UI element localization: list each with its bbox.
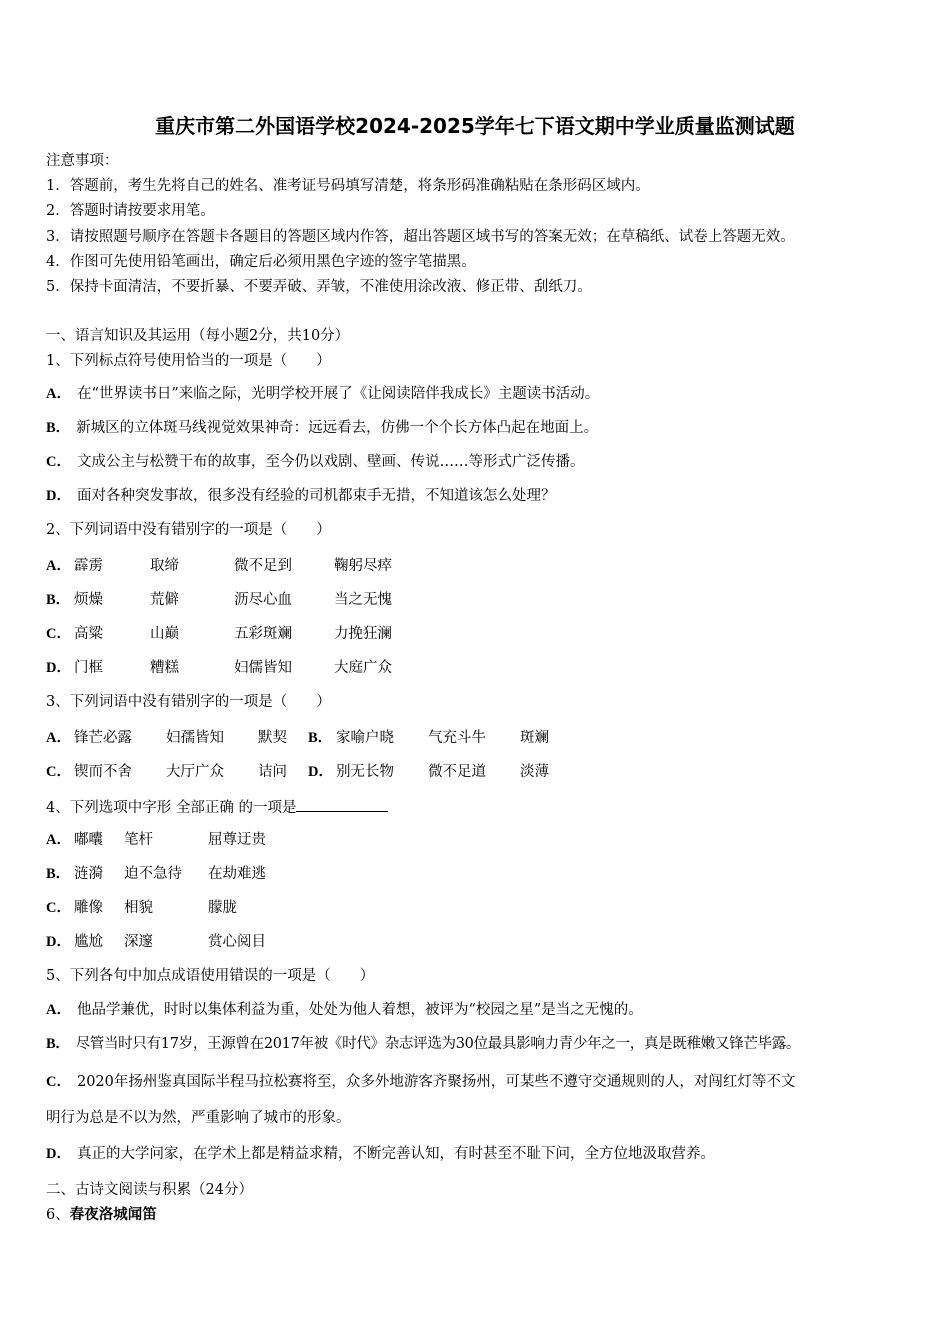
word: 大厅广众	[166, 764, 224, 780]
q4-stem: 4、下列选项中字形 全部正确 的一项是	[46, 800, 297, 816]
word: 五彩斑斓	[234, 626, 292, 642]
q2-option-d	[46, 658, 446, 678]
q5-option-c	[46, 1072, 795, 1092]
option-label: A．	[46, 730, 71, 746]
q1-option-a	[46, 384, 599, 404]
word: 迫不急待	[124, 866, 182, 882]
q1-option-b	[46, 418, 598, 438]
word: 笔杆	[124, 832, 153, 848]
word: 屈尊迂贵	[208, 832, 266, 848]
option-label: D．	[46, 934, 71, 950]
option-label: C．	[46, 454, 71, 470]
option-label: C．	[46, 1074, 71, 1090]
word: 妇孺皆知	[166, 730, 224, 746]
q2-stem: 2、下列词语中没有错别字的一项是（ ）	[46, 522, 331, 538]
q5-stem: 5、下列各句中加点成语使用错误的一项是（ ）	[46, 968, 375, 984]
word: 朦胧	[208, 900, 237, 916]
word: 山巅	[150, 626, 179, 642]
word: 斑斓	[520, 730, 549, 746]
poem-title: 春夜洛城闻笛	[69, 1206, 157, 1223]
option-label: A．	[46, 832, 71, 848]
option-label: A．	[46, 386, 71, 402]
word: 糟糕	[150, 660, 179, 676]
q5-option-b	[46, 1034, 800, 1054]
notice-item: 2．答题时请按要求用笔。	[46, 203, 215, 219]
q4-option-b	[46, 864, 346, 884]
word: 门框	[74, 660, 103, 676]
q3-row-ab	[46, 728, 586, 748]
word: 别无长物	[336, 764, 394, 780]
q6-line	[46, 1205, 157, 1225]
option-label: B．	[46, 1036, 70, 1052]
option-label: C．	[46, 764, 71, 780]
option-text: 面对各种突发事故，很多没有经验的司机都束手无措，不知道该怎么处理？	[76, 488, 556, 504]
option-text: 2020年扬州鉴真国际半程马拉松赛将至，众多外地游客齐聚扬州，可某些不遵守交通规则的人，对闯红灯等不文	[76, 1074, 796, 1090]
word: 大庭广众	[334, 660, 392, 676]
word: 妇儒皆知	[234, 660, 292, 676]
word: 家喻户晓	[336, 730, 394, 746]
word: 涟漪	[74, 866, 103, 882]
q2-option-b	[46, 590, 446, 610]
word: 烦燥	[74, 592, 103, 608]
notice-item: 3．请按照题号顺序在答题卡各题目的答题区域内作答，超出答题区域书写的答案无效；在草稿纸、试卷上答题无效。	[46, 229, 795, 245]
word: 淡薄	[520, 764, 549, 780]
word: 高粱	[74, 626, 103, 642]
word: 鞠躬尽瘁	[334, 558, 392, 574]
section2-heading: 二、古诗文阅读与积累（24分）	[46, 1182, 253, 1198]
q5-option-c-cont	[46, 1108, 351, 1128]
option-label: D．	[46, 1146, 71, 1162]
word: 深邃	[124, 934, 153, 950]
q1-option-d	[46, 486, 555, 506]
q5-option-a	[46, 1000, 643, 1020]
option-text: 新城区的立体斑马线视觉效果神奇：远远看去，仿佛一个个长方体凸起在地面上。	[76, 420, 599, 436]
word: 微不足道	[428, 764, 486, 780]
option-label: C．	[46, 900, 71, 916]
word: 赏心阅目	[208, 934, 266, 950]
q1-stem: 1、下列标点符号使用恰当的一项是（ ）	[46, 353, 331, 369]
notice-heading: 注意事项：	[46, 153, 119, 169]
word: 雕像	[74, 900, 103, 916]
word: 沥尽心血	[234, 592, 292, 608]
word: 霹雳	[74, 558, 103, 574]
word: 默契	[258, 730, 287, 746]
option-label: D．	[46, 660, 71, 676]
q6-number: 6、	[46, 1207, 70, 1223]
word: 力挽狂澜	[334, 626, 392, 642]
option-label: A．	[46, 558, 71, 574]
q1-option-c	[46, 452, 584, 472]
option-label: D．	[308, 764, 333, 780]
q2-option-c	[46, 624, 446, 644]
option-label: B．	[46, 592, 71, 608]
q4-option-a	[46, 830, 346, 850]
word: 气充斗牛	[428, 730, 486, 746]
word: 尴尬	[74, 934, 103, 950]
word: 取缔	[150, 558, 179, 574]
q3-row-cd	[46, 762, 586, 782]
option-label: B．	[308, 730, 333, 746]
option-label: C．	[46, 626, 71, 642]
notice-item: 5．保持卡面清洁，不要折暴、不要弄破、弄皱，不准使用涂改液、修正带、刮纸刀。	[46, 279, 592, 295]
word: 诘问	[258, 764, 287, 780]
option-text: 在“世界读书日”来临之际，光明学校开展了《让阅读陪伴我成长》主题读书活动。	[76, 386, 600, 402]
notice-item: 4．作图可先使用铅笔画出，确定后必须用黑色字迹的签字笔描黑。	[46, 254, 476, 270]
q2-option-a	[46, 556, 446, 576]
word: 锲而不舍	[74, 764, 132, 780]
word: 在劫难逃	[208, 866, 266, 882]
word: 嘟囔	[74, 832, 103, 848]
option-label: A．	[46, 1002, 71, 1018]
q4-stem-line	[46, 796, 388, 818]
option-text: 文成公主与松赞干布的故事，至今仍以戏剧、壁画、传说……等形式广泛传播。	[76, 454, 585, 470]
option-text: 他品学兼优，时时以集体利益为重，处处为他人着想，被评为“校园之星”是当之无愧的。	[76, 1002, 643, 1018]
q4-option-d	[46, 932, 346, 952]
word: 微不足到	[234, 558, 292, 574]
option-label: B．	[46, 420, 71, 436]
q5-option-d	[46, 1144, 715, 1164]
option-label: B．	[46, 866, 71, 882]
word: 相貌	[124, 900, 153, 916]
exam-title: 重庆市第二外国语学校2024-2025学年七下语文期中学业质量监测试题	[155, 114, 795, 138]
answer-blank	[296, 796, 388, 812]
word: 荒僻	[150, 592, 179, 608]
word: 锋芒必露	[74, 730, 132, 746]
option-text: 真正的大学问家，在学术上都是精益求精，不断完善认知，有时甚至不耻下问，全方位地汲取营养。	[76, 1146, 715, 1162]
word: 当之无愧	[334, 592, 392, 608]
option-text: 尽管当时只有17岁，王源曾在2017年被《时代》杂志评选为30位最具影响力青少年之一，真是既稚嫩又锋芒毕露。	[75, 1036, 801, 1052]
q4-option-c	[46, 898, 346, 918]
option-label: D．	[46, 488, 71, 504]
notice-item: 1．答题前，考生先将自己的姓名、准考证号码填写清楚，将条形码准确粘贴在条形码区域内。	[46, 178, 650, 194]
option-text: 明行为总是不以为然，严重影响了城市的形象。	[46, 1110, 351, 1126]
section1-heading: 一、语言知识及其运用（每小题2分，共10分）	[46, 328, 350, 344]
q3-stem: 3、下列词语中没有错别字的一项是（ ）	[46, 694, 331, 710]
